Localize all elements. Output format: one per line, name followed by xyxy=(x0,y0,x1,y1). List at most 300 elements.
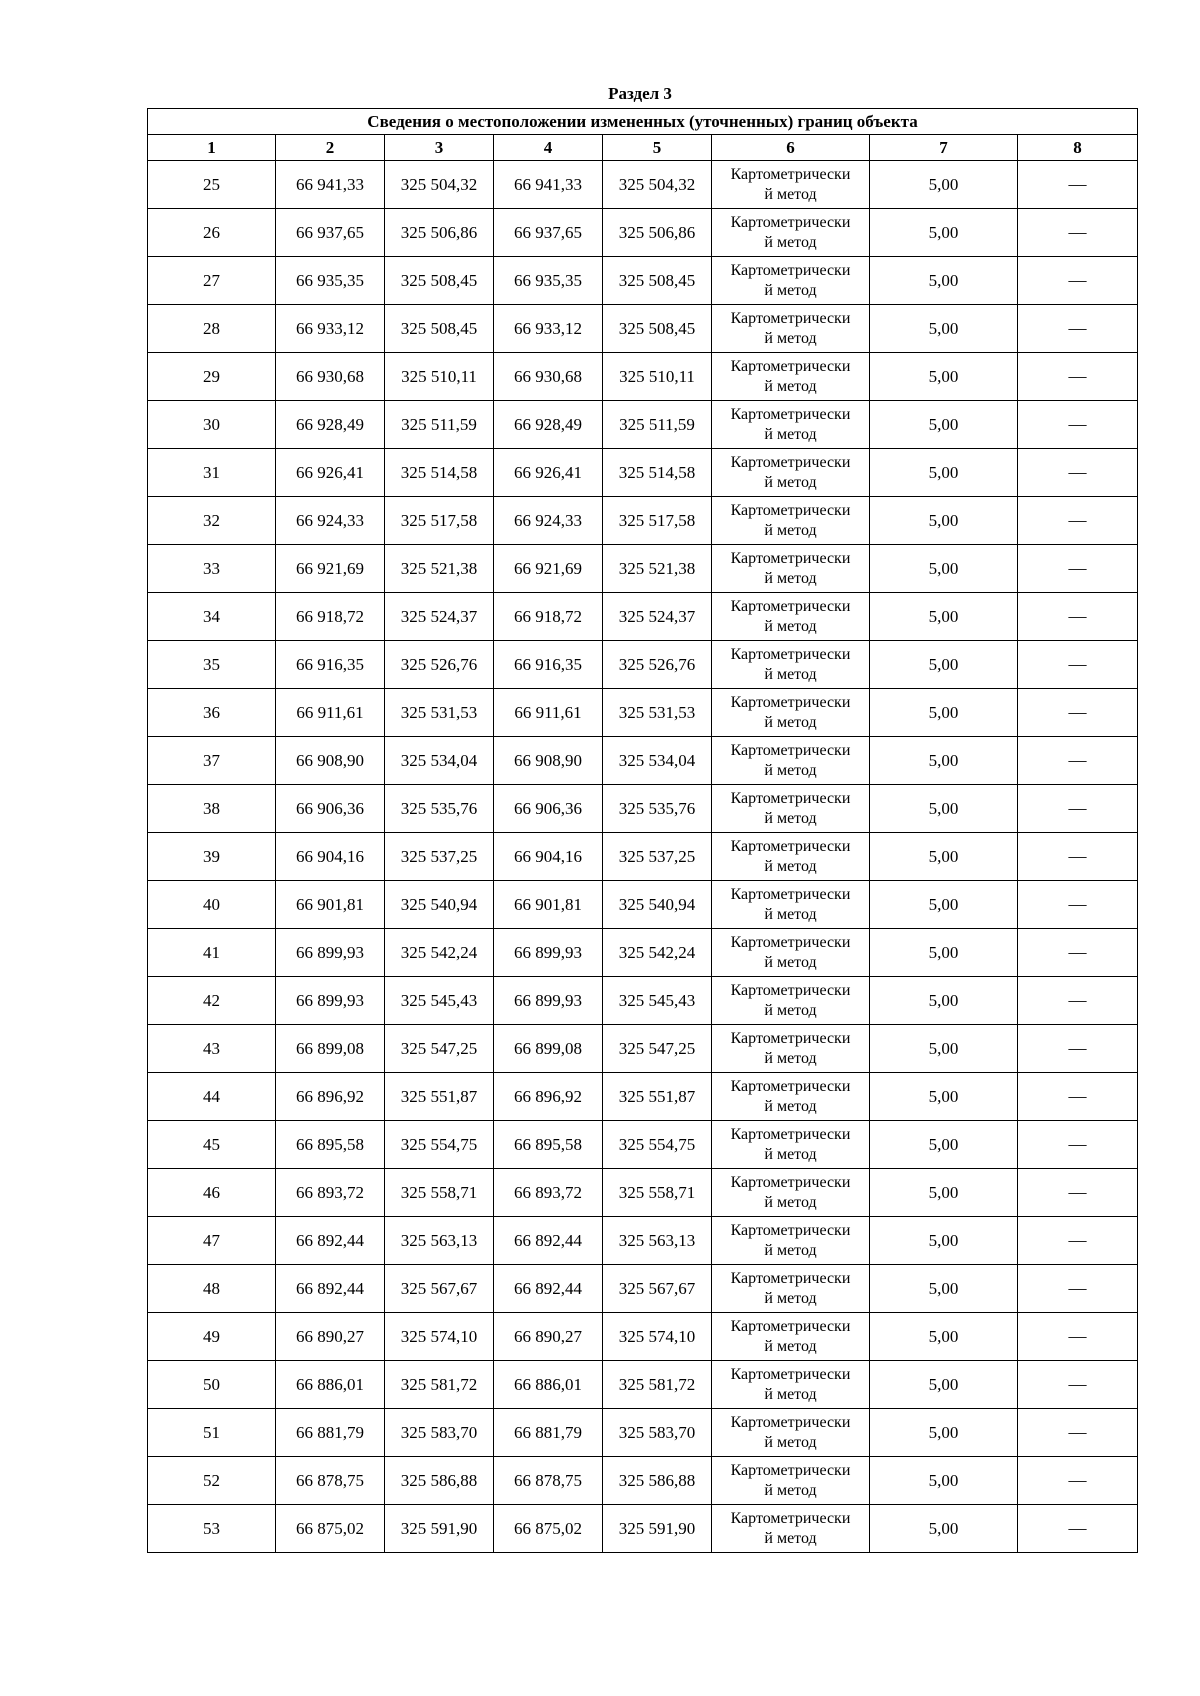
new-coord-x-cell: 66 878,75 xyxy=(494,1457,603,1505)
coord-y-cell: 325 547,25 xyxy=(385,1025,494,1073)
method-text-line: й метод xyxy=(764,857,817,875)
coord-x-cell: 66 886,01 xyxy=(276,1361,385,1409)
new-coord-y-cell: 325 511,59 xyxy=(603,401,712,449)
table-row xyxy=(148,401,1138,449)
new-coord-x-cell: 66 941,33 xyxy=(494,161,603,209)
new-coord-x-cell: 66 911,61 xyxy=(494,689,603,737)
coord-x-cell: 66 937,65 xyxy=(276,209,385,257)
new-coord-y-cell: 325 508,45 xyxy=(603,257,712,305)
point-number-cell: 35 xyxy=(148,641,276,689)
note-cell: — xyxy=(1018,977,1138,1025)
point-number-cell: 39 xyxy=(148,833,276,881)
coord-y-cell: 325 551,87 xyxy=(385,1073,494,1121)
table-row xyxy=(148,833,1138,881)
coord-x-cell: 66 890,27 xyxy=(276,1313,385,1361)
accuracy-cell: 5,00 xyxy=(870,545,1018,593)
table-row xyxy=(148,449,1138,497)
new-coord-x-cell: 66 935,35 xyxy=(494,257,603,305)
method-cell xyxy=(712,833,870,881)
new-coord-x-cell: 66 899,93 xyxy=(494,977,603,1025)
coord-y-cell: 325 574,10 xyxy=(385,1313,494,1361)
method-text-line: Картометрически xyxy=(730,309,851,327)
new-coord-x-cell: 66 921,69 xyxy=(494,545,603,593)
point-number-cell: 48 xyxy=(148,1265,276,1313)
table-row xyxy=(148,1313,1138,1361)
coord-y-cell: 325 563,13 xyxy=(385,1217,494,1265)
table-row xyxy=(148,1121,1138,1169)
accuracy-cell: 5,00 xyxy=(870,1457,1018,1505)
method-cell xyxy=(712,1457,870,1505)
method-cell xyxy=(712,1073,870,1121)
method-text-line: й метод xyxy=(764,1001,817,1019)
coord-x-cell: 66 895,58 xyxy=(276,1121,385,1169)
coord-y-cell: 325 545,43 xyxy=(385,977,494,1025)
accuracy-cell: 5,00 xyxy=(870,449,1018,497)
method-cell xyxy=(712,257,870,305)
boundary-table-container xyxy=(147,108,1138,1553)
point-number-cell: 52 xyxy=(148,1457,276,1505)
point-number-cell: 34 xyxy=(148,593,276,641)
method-cell xyxy=(712,449,870,497)
coord-y-cell: 325 583,70 xyxy=(385,1409,494,1457)
coord-x-cell: 66 875,02 xyxy=(276,1505,385,1553)
accuracy-cell: 5,00 xyxy=(870,1073,1018,1121)
method-cell xyxy=(712,1169,870,1217)
method-text-line: й метод xyxy=(764,425,817,443)
method-cell xyxy=(712,1265,870,1313)
point-number-cell: 36 xyxy=(148,689,276,737)
note-cell: — xyxy=(1018,353,1138,401)
note-cell: — xyxy=(1018,209,1138,257)
accuracy-cell: 5,00 xyxy=(870,1265,1018,1313)
method-cell xyxy=(712,977,870,1025)
method-cell xyxy=(712,641,870,689)
coord-y-cell: 325 508,45 xyxy=(385,257,494,305)
coord-x-cell: 66 916,35 xyxy=(276,641,385,689)
method-text-line: й метод xyxy=(764,665,817,683)
method-text-line: й метод xyxy=(764,1097,817,1115)
new-coord-x-cell: 66 918,72 xyxy=(494,593,603,641)
method-cell xyxy=(712,305,870,353)
new-coord-y-cell: 325 514,58 xyxy=(603,449,712,497)
new-coord-x-cell: 66 926,41 xyxy=(494,449,603,497)
coord-y-cell: 325 554,75 xyxy=(385,1121,494,1169)
coord-y-cell: 325 540,94 xyxy=(385,881,494,929)
method-text-line: Картометрически xyxy=(730,1077,851,1095)
method-cell xyxy=(712,353,870,401)
new-coord-x-cell: 66 899,93 xyxy=(494,929,603,977)
note-cell: — xyxy=(1018,1313,1138,1361)
coord-x-cell: 66 892,44 xyxy=(276,1265,385,1313)
new-coord-x-cell: 66 893,72 xyxy=(494,1169,603,1217)
method-cell xyxy=(712,401,870,449)
method-text-line: Картометрически xyxy=(730,261,851,279)
method-text-line: й метод xyxy=(764,1385,817,1403)
new-coord-x-cell: 66 881,79 xyxy=(494,1409,603,1457)
point-number-cell: 43 xyxy=(148,1025,276,1073)
method-text-line: Картометрически xyxy=(730,933,851,951)
new-coord-y-cell: 325 506,86 xyxy=(603,209,712,257)
table-row xyxy=(148,737,1138,785)
accuracy-cell: 5,00 xyxy=(870,1409,1018,1457)
new-coord-x-cell: 66 904,16 xyxy=(494,833,603,881)
table-body xyxy=(148,161,1138,1553)
method-text-line: й метод xyxy=(764,569,817,587)
table-row xyxy=(148,1073,1138,1121)
coord-x-cell: 66 906,36 xyxy=(276,785,385,833)
method-text-line: Картометрически xyxy=(730,1413,851,1431)
note-cell: — xyxy=(1018,1265,1138,1313)
accuracy-cell: 5,00 xyxy=(870,161,1018,209)
coord-x-cell: 66 911,61 xyxy=(276,689,385,737)
coord-x-cell: 66 921,69 xyxy=(276,545,385,593)
coord-x-cell: 66 899,93 xyxy=(276,929,385,977)
accuracy-cell: 5,00 xyxy=(870,1505,1018,1553)
note-cell: — xyxy=(1018,449,1138,497)
method-text-line: Картометрически xyxy=(730,693,851,711)
point-number-cell: 47 xyxy=(148,1217,276,1265)
coord-x-cell: 66 893,72 xyxy=(276,1169,385,1217)
table-row xyxy=(148,1265,1138,1313)
point-number-cell: 25 xyxy=(148,161,276,209)
method-cell xyxy=(712,929,870,977)
table-row xyxy=(148,305,1138,353)
coord-y-cell: 325 521,38 xyxy=(385,545,494,593)
table-row xyxy=(148,1505,1138,1553)
table-row xyxy=(148,1361,1138,1409)
method-cell xyxy=(712,545,870,593)
method-text-line: Картометрически xyxy=(730,885,851,903)
note-cell: — xyxy=(1018,1409,1138,1457)
method-text-line: й метод xyxy=(764,1145,817,1163)
coord-y-cell: 325 514,58 xyxy=(385,449,494,497)
boundary-coordinates-table xyxy=(147,108,1138,1553)
point-number-cell: 50 xyxy=(148,1361,276,1409)
coord-x-cell: 66 908,90 xyxy=(276,737,385,785)
method-cell xyxy=(712,785,870,833)
column-number-2: 2 xyxy=(276,135,385,161)
note-cell: — xyxy=(1018,1217,1138,1265)
coord-y-cell: 325 558,71 xyxy=(385,1169,494,1217)
accuracy-cell: 5,00 xyxy=(870,977,1018,1025)
table-row xyxy=(148,785,1138,833)
method-text-line: й метод xyxy=(764,185,817,203)
method-text-line: Картометрически xyxy=(730,357,851,375)
new-coord-y-cell: 325 535,76 xyxy=(603,785,712,833)
new-coord-y-cell: 325 540,94 xyxy=(603,881,712,929)
new-coord-y-cell: 325 531,53 xyxy=(603,689,712,737)
method-text-line: Картометрически xyxy=(730,1125,851,1143)
table-row xyxy=(148,593,1138,641)
table-row xyxy=(148,1025,1138,1073)
point-number-cell: 44 xyxy=(148,1073,276,1121)
new-coord-y-cell: 325 558,71 xyxy=(603,1169,712,1217)
new-coord-y-cell: 325 521,38 xyxy=(603,545,712,593)
new-coord-x-cell: 66 892,44 xyxy=(494,1217,603,1265)
note-cell: — xyxy=(1018,689,1138,737)
coord-y-cell: 325 531,53 xyxy=(385,689,494,737)
accuracy-cell: 5,00 xyxy=(870,401,1018,449)
method-text-line: й метод xyxy=(764,1481,817,1499)
new-coord-y-cell: 325 563,13 xyxy=(603,1217,712,1265)
new-coord-y-cell: 325 547,25 xyxy=(603,1025,712,1073)
coord-x-cell: 66 918,72 xyxy=(276,593,385,641)
new-coord-x-cell: 66 895,58 xyxy=(494,1121,603,1169)
table-row xyxy=(148,257,1138,305)
point-number-cell: 41 xyxy=(148,929,276,977)
table-row xyxy=(148,497,1138,545)
accuracy-cell: 5,00 xyxy=(870,353,1018,401)
method-text-line: й метод xyxy=(764,809,817,827)
note-cell: — xyxy=(1018,257,1138,305)
method-text-line: Картометрически xyxy=(730,1221,851,1239)
method-cell xyxy=(712,1505,870,1553)
point-number-cell: 49 xyxy=(148,1313,276,1361)
method-cell xyxy=(712,1313,870,1361)
table-row xyxy=(148,1457,1138,1505)
accuracy-cell: 5,00 xyxy=(870,305,1018,353)
coord-x-cell: 66 933,12 xyxy=(276,305,385,353)
point-number-cell: 27 xyxy=(148,257,276,305)
column-number-3: 3 xyxy=(385,135,494,161)
coord-x-cell: 66 930,68 xyxy=(276,353,385,401)
coord-x-cell: 66 928,49 xyxy=(276,401,385,449)
method-text-line: Картометрически xyxy=(730,1317,851,1335)
point-number-cell: 30 xyxy=(148,401,276,449)
method-text-line: Картометрически xyxy=(730,645,851,663)
note-cell: — xyxy=(1018,1361,1138,1409)
point-number-cell: 51 xyxy=(148,1409,276,1457)
method-text-line: й метод xyxy=(764,905,817,923)
new-coord-y-cell: 325 567,67 xyxy=(603,1265,712,1313)
column-number-5: 5 xyxy=(603,135,712,161)
coord-y-cell: 325 504,32 xyxy=(385,161,494,209)
accuracy-cell: 5,00 xyxy=(870,737,1018,785)
coord-x-cell: 66 901,81 xyxy=(276,881,385,929)
accuracy-cell: 5,00 xyxy=(870,209,1018,257)
new-coord-y-cell: 325 586,88 xyxy=(603,1457,712,1505)
new-coord-y-cell: 325 574,10 xyxy=(603,1313,712,1361)
new-coord-x-cell: 66 901,81 xyxy=(494,881,603,929)
new-coord-y-cell: 325 591,90 xyxy=(603,1505,712,1553)
coord-y-cell: 325 526,76 xyxy=(385,641,494,689)
new-coord-x-cell: 66 896,92 xyxy=(494,1073,603,1121)
point-number-cell: 26 xyxy=(148,209,276,257)
new-coord-x-cell: 66 933,12 xyxy=(494,305,603,353)
new-coord-x-cell: 66 916,35 xyxy=(494,641,603,689)
table-row xyxy=(148,929,1138,977)
method-text-line: й метод xyxy=(764,1049,817,1067)
new-coord-y-cell: 325 581,72 xyxy=(603,1361,712,1409)
point-number-cell: 32 xyxy=(148,497,276,545)
new-coord-x-cell: 66 899,08 xyxy=(494,1025,603,1073)
coord-x-cell: 66 924,33 xyxy=(276,497,385,545)
method-text-line: Картометрически xyxy=(730,501,851,519)
accuracy-cell: 5,00 xyxy=(870,641,1018,689)
point-number-cell: 42 xyxy=(148,977,276,1025)
table-row xyxy=(148,545,1138,593)
accuracy-cell: 5,00 xyxy=(870,257,1018,305)
method-text-line: Картометрически xyxy=(730,1509,851,1527)
new-coord-x-cell: 66 908,90 xyxy=(494,737,603,785)
coord-y-cell: 325 524,37 xyxy=(385,593,494,641)
coord-y-cell: 325 534,04 xyxy=(385,737,494,785)
method-cell xyxy=(712,737,870,785)
accuracy-cell: 5,00 xyxy=(870,785,1018,833)
method-text-line: Картометрически xyxy=(730,1029,851,1047)
point-number-cell: 31 xyxy=(148,449,276,497)
coord-y-cell: 325 535,76 xyxy=(385,785,494,833)
method-text-line: й метод xyxy=(764,1337,817,1355)
note-cell: — xyxy=(1018,593,1138,641)
accuracy-cell: 5,00 xyxy=(870,881,1018,929)
method-cell xyxy=(712,1409,870,1457)
coord-x-cell: 66 899,08 xyxy=(276,1025,385,1073)
coord-x-cell: 66 941,33 xyxy=(276,161,385,209)
coord-x-cell: 66 904,16 xyxy=(276,833,385,881)
method-text-line: Картометрически xyxy=(730,453,851,471)
new-coord-y-cell: 325 551,87 xyxy=(603,1073,712,1121)
table-row xyxy=(148,689,1138,737)
method-cell xyxy=(712,689,870,737)
coord-x-cell: 66 896,92 xyxy=(276,1073,385,1121)
table-row xyxy=(148,881,1138,929)
new-coord-x-cell: 66 890,27 xyxy=(494,1313,603,1361)
note-cell: — xyxy=(1018,1073,1138,1121)
method-text-line: Картометрически xyxy=(730,741,851,759)
coord-y-cell: 325 511,59 xyxy=(385,401,494,449)
note-cell: — xyxy=(1018,785,1138,833)
note-cell: — xyxy=(1018,545,1138,593)
point-number-cell: 40 xyxy=(148,881,276,929)
accuracy-cell: 5,00 xyxy=(870,1361,1018,1409)
accuracy-cell: 5,00 xyxy=(870,1121,1018,1169)
new-coord-x-cell: 66 930,68 xyxy=(494,353,603,401)
method-cell xyxy=(712,881,870,929)
new-coord-x-cell: 66 924,33 xyxy=(494,497,603,545)
table-row xyxy=(148,353,1138,401)
note-cell: — xyxy=(1018,401,1138,449)
coord-y-cell: 325 517,58 xyxy=(385,497,494,545)
coord-x-cell: 66 878,75 xyxy=(276,1457,385,1505)
new-coord-y-cell: 325 534,04 xyxy=(603,737,712,785)
new-coord-y-cell: 325 554,75 xyxy=(603,1121,712,1169)
accuracy-cell: 5,00 xyxy=(870,1217,1018,1265)
point-number-cell: 37 xyxy=(148,737,276,785)
new-coord-y-cell: 325 508,45 xyxy=(603,305,712,353)
new-coord-x-cell: 66 886,01 xyxy=(494,1361,603,1409)
method-cell xyxy=(712,161,870,209)
method-text-line: Картометрически xyxy=(730,1365,851,1383)
coord-x-cell: 66 892,44 xyxy=(276,1217,385,1265)
method-text-line: Картометрически xyxy=(730,597,851,615)
method-text-line: Картометрически xyxy=(730,1173,851,1191)
coord-x-cell: 66 926,41 xyxy=(276,449,385,497)
new-coord-x-cell: 66 892,44 xyxy=(494,1265,603,1313)
coord-y-cell: 325 591,90 xyxy=(385,1505,494,1553)
table-row xyxy=(148,1409,1138,1457)
coord-y-cell: 325 567,67 xyxy=(385,1265,494,1313)
note-cell: — xyxy=(1018,497,1138,545)
table-row xyxy=(148,209,1138,257)
note-cell: — xyxy=(1018,1121,1138,1169)
method-text-line: Картометрически xyxy=(730,213,851,231)
new-coord-y-cell: 325 545,43 xyxy=(603,977,712,1025)
new-coord-y-cell: 325 504,32 xyxy=(603,161,712,209)
table-row xyxy=(148,641,1138,689)
method-text-line: й метод xyxy=(764,329,817,347)
coord-y-cell: 325 510,11 xyxy=(385,353,494,401)
point-number-cell: 45 xyxy=(148,1121,276,1169)
method-cell xyxy=(712,1025,870,1073)
method-text-line: й метод xyxy=(764,761,817,779)
method-cell xyxy=(712,1361,870,1409)
note-cell: — xyxy=(1018,641,1138,689)
coord-x-cell: 66 881,79 xyxy=(276,1409,385,1457)
note-cell: — xyxy=(1018,929,1138,977)
accuracy-cell: 5,00 xyxy=(870,1025,1018,1073)
note-cell: — xyxy=(1018,1025,1138,1073)
new-coord-y-cell: 325 526,76 xyxy=(603,641,712,689)
coord-y-cell: 325 508,45 xyxy=(385,305,494,353)
point-number-cell: 53 xyxy=(148,1505,276,1553)
method-text-line: й метод xyxy=(764,1289,817,1307)
note-cell: — xyxy=(1018,1169,1138,1217)
new-coord-x-cell: 66 875,02 xyxy=(494,1505,603,1553)
method-text-line: Картометрически xyxy=(730,981,851,999)
table-row xyxy=(148,977,1138,1025)
accuracy-cell: 5,00 xyxy=(870,929,1018,977)
accuracy-cell: 5,00 xyxy=(870,833,1018,881)
method-text-line: й метод xyxy=(764,1241,817,1259)
method-text-line: Картометрически xyxy=(730,789,851,807)
column-number-row xyxy=(148,135,1138,161)
coord-y-cell: 325 506,86 xyxy=(385,209,494,257)
column-number-6: 6 xyxy=(712,135,870,161)
coord-y-cell: 325 542,24 xyxy=(385,929,494,977)
method-cell xyxy=(712,1121,870,1169)
new-coord-y-cell: 325 524,37 xyxy=(603,593,712,641)
section-title: Раздел 3 xyxy=(608,84,672,103)
coord-y-cell: 325 537,25 xyxy=(385,833,494,881)
point-number-cell: 38 xyxy=(148,785,276,833)
note-cell: — xyxy=(1018,833,1138,881)
column-number-8: 8 xyxy=(1018,135,1138,161)
column-number-4: 4 xyxy=(494,135,603,161)
note-cell: — xyxy=(1018,881,1138,929)
note-cell: — xyxy=(1018,737,1138,785)
accuracy-cell: 5,00 xyxy=(870,1169,1018,1217)
point-number-cell: 33 xyxy=(148,545,276,593)
coord-y-cell: 325 586,88 xyxy=(385,1457,494,1505)
method-text-line: Картометрически xyxy=(730,405,851,423)
point-number-cell: 29 xyxy=(148,353,276,401)
coord-x-cell: 66 899,93 xyxy=(276,977,385,1025)
coord-y-cell: 325 581,72 xyxy=(385,1361,494,1409)
new-coord-y-cell: 325 510,11 xyxy=(603,353,712,401)
accuracy-cell: 5,00 xyxy=(870,689,1018,737)
method-text-line: й метод xyxy=(764,953,817,971)
accuracy-cell: 5,00 xyxy=(870,497,1018,545)
new-coord-y-cell: 325 542,24 xyxy=(603,929,712,977)
note-cell: — xyxy=(1018,1457,1138,1505)
method-text-line: Картометрически xyxy=(730,549,851,567)
new-coord-y-cell: 325 517,58 xyxy=(603,497,712,545)
table-caption: Сведения о местоположении измененных (уточненных) границ объекта xyxy=(148,109,1138,135)
method-text-line: й метод xyxy=(764,713,817,731)
note-cell: — xyxy=(1018,1505,1138,1553)
new-coord-y-cell: 325 583,70 xyxy=(603,1409,712,1457)
